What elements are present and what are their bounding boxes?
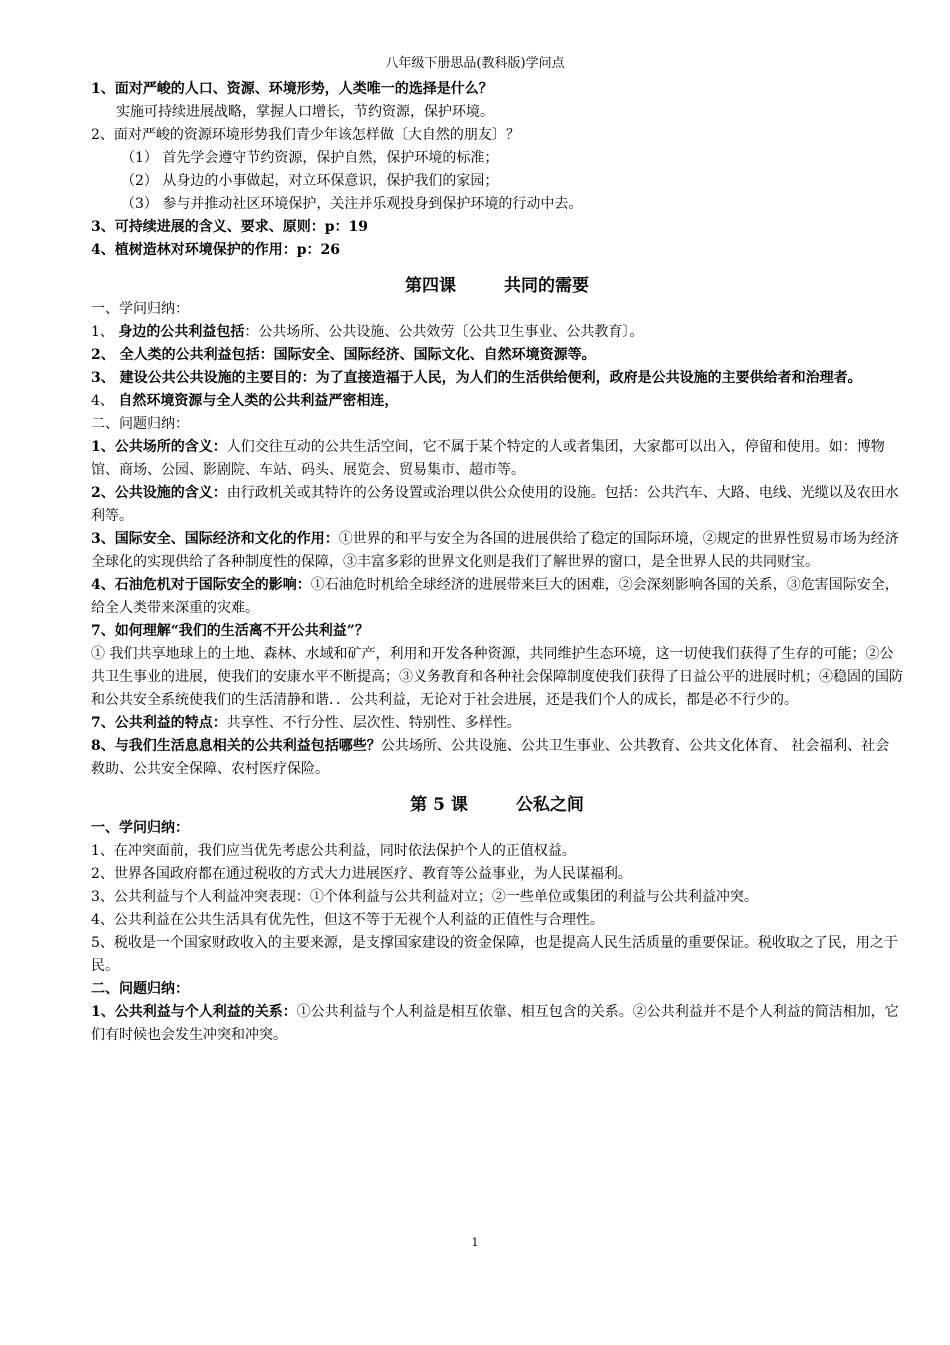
knowledge-item: 4、 自然环境资源与全人类的公共利益严密相连， bbox=[91, 393, 399, 409]
knowledge-item: 3、公共利益与个人利益冲突表现：①个体利益与公共利益对立；②一些单位或集团的利益与公共利益冲突。 bbox=[91, 889, 758, 905]
question-2: 2、面对严峻的资源环境形势我们青少年该怎样做〔大自然的朋友〕？ bbox=[91, 127, 520, 143]
section-heading: 一、学问归纳： bbox=[91, 820, 189, 836]
section-heading: 二、问题归纳： bbox=[91, 981, 189, 997]
lesson-name: 公私之间 bbox=[515, 795, 584, 815]
answer-1: 实施可持续进展战略，掌握人口增长，节约资源，保护环境。 bbox=[116, 104, 494, 120]
page-header: 八年级下册思品(教科版)学问点 bbox=[385, 56, 565, 71]
problem-item: 1、公共场所的含义：人们交往互动的公共生活空间，它不属于某个特定的人或者集团，大家都可以出入，停留和使用。如：博物馆、商场、公园、影剧院、车站、码头、展览会、贸易集市、超市等。 bbox=[91, 439, 885, 478]
question-3: 3、可持续进展的含义、要求、原则：p：19 bbox=[91, 219, 369, 235]
knowledge-item: 1、 身边的公共利益包括：公共场所、公共设施、公共效劳〔公共卫生事业、公共教育〕。 bbox=[91, 324, 644, 340]
knowledge-item: 1、在冲突面前，我们应当优先考虑公共利益，同时依法保护个人的正值权益。 bbox=[91, 843, 576, 859]
knowledge-item: 2、世界各国政府都在通过税收的方式大力进展医疗、教育等公益事业，为人民谋福利。 bbox=[91, 866, 632, 882]
question-4: 4、植树造林对环境保护的作用：p：26 bbox=[91, 242, 341, 258]
knowledge-item: 5、税收是一个国家财政收入的主要来源，是支撑国家建设的资金保障，也是提高人民生活质量的重要保证。税收取之了民，用之于民。 bbox=[91, 935, 898, 974]
lesson-number: 第 5 课 bbox=[410, 795, 468, 815]
problem-item: 3、国际安全、国际经济和文化的作用：①世界的和平与安全为各国的进展供给了稳定的国际环境，②规定的世界性贸易市场为经济全球化的实现供给了各种制度性的保障，③丰富多彩的世界文化则是我们了解世界的窗口，是全世界人民的共同财宝。 bbox=[91, 531, 899, 570]
question-2-item: （1） 首先学会遵守节约资源，保护自然，保护环境的标准； bbox=[121, 150, 499, 166]
page-content bbox=[91, 78, 903, 1047]
problem-item: 7、如何理解“我们的生活离不开公共利益”？ bbox=[91, 623, 369, 639]
problem-item: 1、公共利益与个人利益的关系：①公共利益与个人利益是相互依靠、相互包含的关系。②公共利益并不是个人利益的简洁相加，它们有时候也会发生冲突和冲突。 bbox=[91, 1004, 899, 1043]
section-heading: 二、问题归纳： bbox=[91, 416, 189, 432]
lesson-5-title bbox=[91, 793, 903, 817]
problem-answer: ① 我们共享地球上的土地、森林、水域和矿产，利用和开发各种资源，共同维护生态环境，这一切使我们获得了生存的可能；②公共卫生事业的进展，使我们的安康水平不断提高；③义务教育和各种社会保障制度使我们获得了日益公平的进展时机；④稳固的国防和公共安全系统使我们的生活清静和谐．．公共利益，无论对于社会进展，还是我们个人的成长，都是必不行少的。 bbox=[91, 646, 903, 708]
lesson-number: 第四课 bbox=[405, 276, 456, 296]
question-2-item: （2） 从身边的小事做起，对立环保意识，保护我们的家园； bbox=[121, 173, 499, 189]
problem-item: 7、公共利益的特点：共享性、不行分性、层次性、特别性、多样性。 bbox=[91, 715, 521, 731]
problem-item: 8、与我们生活息息相关的公共利益包括哪些？公共场所、公共设施、公共卫生事业、公共教育、公共文化体育、 社会福利、社会救助、公共安全保障、农村医疗保险。 bbox=[91, 738, 890, 777]
knowledge-item: 3、 建设公共公共设施的主要目的：为了直接造福于人民，为人们的生活供给便利，政府是公共设施的主要供给者和治理者。 bbox=[91, 370, 862, 386]
knowledge-item: 2、 全人类的公共利益包括：国际安全、国际经济、国际文化、自然环境资源等。 bbox=[91, 347, 596, 363]
lesson-name: 共同的需要 bbox=[504, 276, 589, 296]
problem-item: 4、石油危机对于国际安全的影响：①石油危时机给全球经济的进展带来巨大的困难，②会深刻影响各国的关系，③危害国际安全，给全人类带来深重的灾难。 bbox=[91, 577, 899, 616]
page-number: 1 bbox=[471, 1236, 479, 1249]
question-2-item: （3） 参与并推动社区环境保护，关注并乐观投身到保护环境的行动中去。 bbox=[121, 196, 583, 212]
problem-item: 2、公共设施的含义：由行政机关或其特许的公务设置或治理以供公众使用的设施。包括：公共汽车、大路、电线、光缆以及农田水利等。 bbox=[91, 485, 899, 524]
knowledge-item: 4、公共利益在公共生活具有优先性，但这不等于无视个人利益的正值性与合理性。 bbox=[91, 912, 604, 928]
lesson-4-title bbox=[91, 274, 903, 298]
section-heading: 一、学问归纳： bbox=[91, 301, 189, 317]
question-1: 1、面对严峻的人口、资源、环境形势，人类唯一的选择是什么？ bbox=[91, 81, 493, 97]
